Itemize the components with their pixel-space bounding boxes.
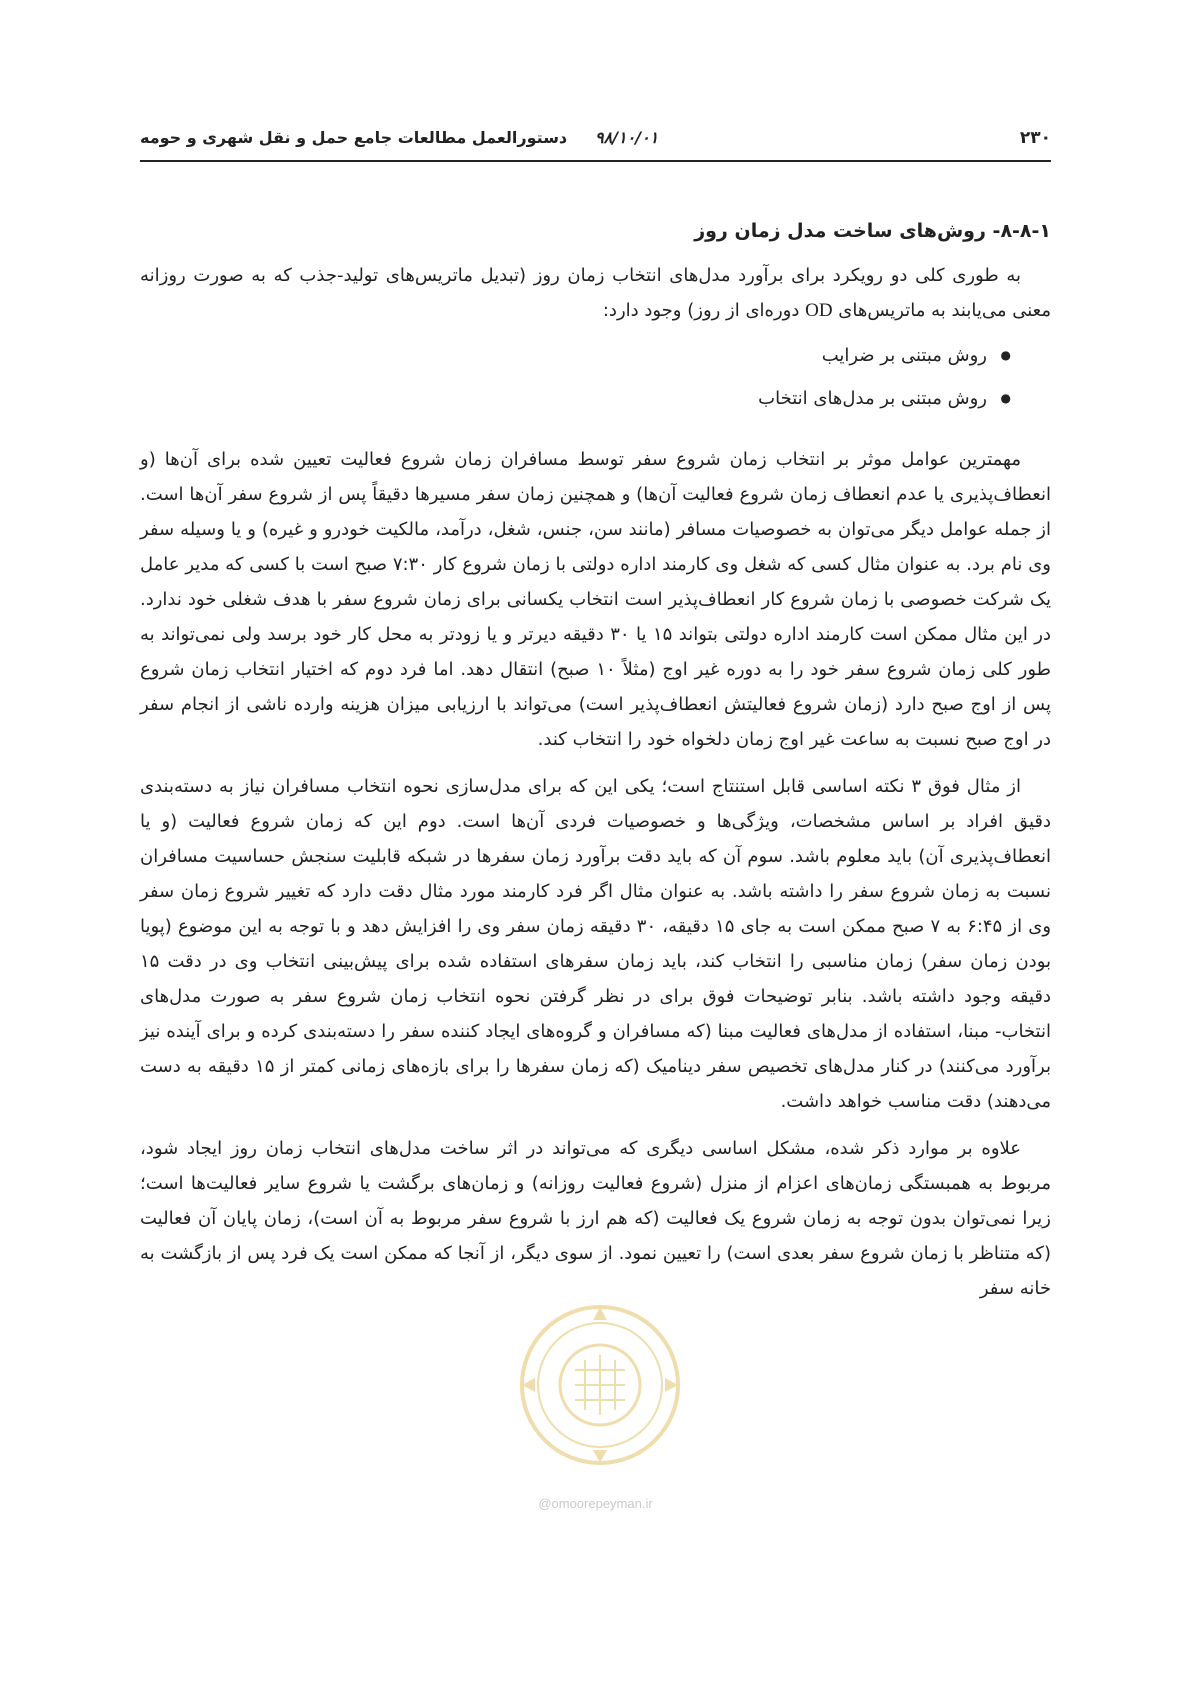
list-item: ● روش مبتنی بر ضرایب <box>140 338 1011 373</box>
page-header <box>140 128 1051 158</box>
list-item: ● روش مبتنی بر مدل‌های انتخاب <box>140 381 1011 416</box>
body-paragraph-3: علاوه بر موارد ذکر شده، مشکل اساسی دیگری که می‌تواند در اثر ساخت مدل‌های انتخاب زمان روز ایجاد شود، مربوط به همبستگی زمان‌های اعزام از منزل (شروع فعالیت روزانه) و زمان‌های برگشت یا شروع سایر فعالیت‌ها است؛ زیرا نمی‌توان بدون توجه به زمان شروع یک فعالیت (که هم ارز با شروع سفر مربوط به آن است)، زمان پایان آن فعالیت (که متناظر با زمان شروع سفر بعدی است) را تعیین نمود. از سوی دیگر، از آنجا که ممکن است یک فرد پس از بازگشت به خانه سفر <box>140 1138 1051 1299</box>
watermark-site: @omoorepeyman.ir <box>538 1496 653 1511</box>
watermark-logo <box>515 1300 685 1470</box>
page-content <box>140 214 1051 1306</box>
header-divider <box>140 160 1051 162</box>
header-title: دستورالعمل مطالعات جامع حمل و نقل شهری و حومه <box>140 128 568 147</box>
intro-paragraph <box>140 258 1051 328</box>
intro-text-part1: به طوری کلی دو رویکرد برای برآورد مدل‌های انتخاب زمان روز (تبدیل ماتریس‌های تولید-جذب که به صورت روزانه معنی می‌یابند به ماتریس‌های <box>140 265 1051 321</box>
header-date: ۹۸/۱۰/۰۱ <box>595 128 659 147</box>
intro-text-part2: دوره‌ای از روز) وجود دارد: <box>602 300 806 321</box>
body-paragraph-1: مهمترین عوامل موثر بر انتخاب زمان شروع سفر توسط مسافران زمان شروع فعالیت تعیین شده برای آن‌ها (و انعطاف‌پذیری یا عدم انعطاف زمان شروع فعالیت آن‌ها) و همچنین زمان سفر مسیرها دقیقاً پس از شروع سفر آن‌ها است. از جمله عوامل دیگر می‌توان به خصوصیات مسافر (مانند سن، جنس، شغل، درآمد، مالکیت خودرو و غیره) و یا وسیله سفر وی نام برد. به عنوان مثال کسی که شغل وی کارمند اداره دولتی با زمان شروع کار ۷:۳۰ صبح است با کسی که مدیر عامل یک شرکت خصوصی با زمان شروع کار انعطاف‌پذیر است انتخاب یکسانی برای زمان شروع سفر با هدف شغلی خود ندارد. در این مثال ممکن است کارمند اداره دولتی بتواند ۱۵ یا ۳۰ دقیقه دیرتر و یا زودتر به محل کار خود برسد ولی نمی‌تواند به طور کلی زمان شروع سفر خود را به دوره غیر اوج (مثلاً ۱۰ صبح) انتقال دهد. اما فرد دوم که اختیار انتخاب زمان شروع پس از اوج صبح دارد (زمان شروع فعالیتش انعطاف‌پذیر است) می‌تواند با ارزیابی میزان هزینه وارده ناشی از انجام سفر در اوج صبح نسبت به ساعت غیر اوج زمان دلخواه خود را انتخاب کند. <box>140 449 1052 750</box>
bullet-list <box>140 338 1051 416</box>
od-term: OD <box>805 300 833 321</box>
section-heading: ۸-۸-۱- روش‌های ساخت مدل زمان روز <box>694 220 1051 242</box>
page-number: ۲۳۰ <box>1019 128 1051 148</box>
body-paragraph-2: از مثال فوق ۳ نکته اساسی قابل استنتاج است؛ یکی این که برای مدل‌سازی نحوه انتخاب مسافران نیاز به دسته‌بندی دقیق افراد بر اساس مشخصات، ویژگی‌ها و خصوصیات فردی آن‌ها است. دوم این که زمان شروع فعالیت (و یا انعطاف‌پذیری آن) باید معلوم باشد. سوم آن که باید دقت برآورد زمان سفرها در شبکه قابلیت سنجش حساسیت مسافران نسبت به زمان شروع سفر را داشته باشد. به عنوان مثال اگر فرد کارمند مورد مثال دقت دارد که تغییر شروع زمان سفر وی از ۶:۴۵ به ۷ صبح ممکن است به جای ۱۵ دقیقه، ۳۰ دقیقه زمان سفر وی را افزایش دهد و با توجه به این موضوع (پویا بودن زمان سفر) زمان مناسبی را انتخاب کند، باید زمان سفرهای استفاده شده برای پیش‌بینی انتخاب وی در دقت ۱۵ دقیقه وجود داشته باشد. بنابر توضیحات فوق برای در نظر گرفتن نحوه انتخاب زمان شروع سفر به صورت مدل‌های انتخاب- مبنا، استفاده از مدل‌های فعالیت مبنا (که مسافران و گروه‌های ایجاد کننده سفر را دسته‌بندی کرده و برای آینده نیز برآورد می‌کنند) در کنار مدل‌های تخصیص سفر دینامیک (که زمان سفرها را برای بازه‌های زمانی کمتر از ۱۵ دقیقه به دست می‌دهند) دقت مناسب خواهد داشت. <box>140 776 1052 1112</box>
